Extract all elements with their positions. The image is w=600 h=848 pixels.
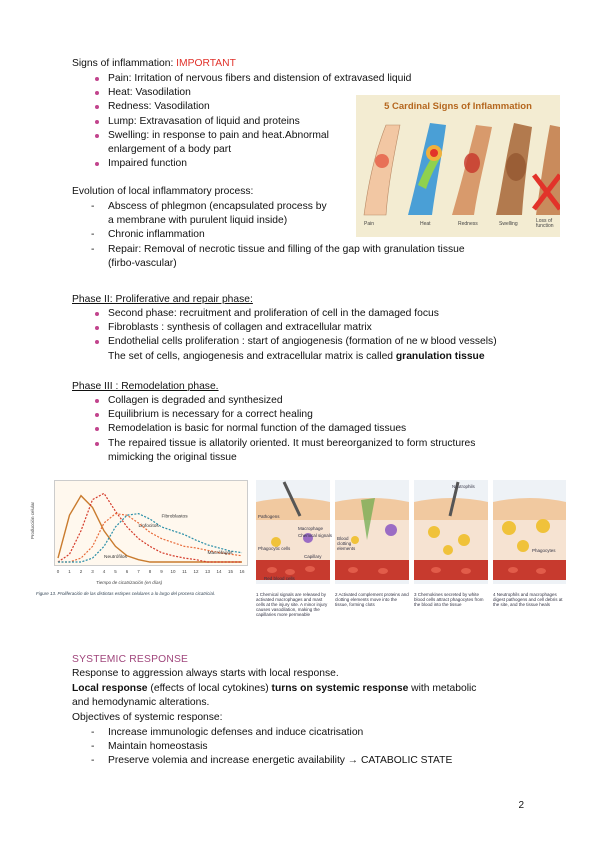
list-item: - Repair: Removal of necrotic tissue and filling of the gap with granulation tissue	[108, 243, 465, 257]
list-item: - Chronic inflammation	[108, 228, 465, 242]
stage-label-phagocytic: Phagocytic cells	[258, 546, 291, 551]
cardinal-label-pain: Pain	[364, 221, 375, 227]
cardinal-label-heat: Heat	[420, 221, 431, 227]
cardinal-label-swelling: Swelling	[499, 221, 518, 227]
chart-ylabel: Producción celular	[30, 501, 36, 540]
stage-caption-2: 2 Activated complement proteins and clotting elements move into the tissue, forming clots	[335, 592, 409, 607]
granulation-term: granulation tissue	[395, 351, 485, 362]
phase2-list	[108, 307, 497, 350]
series-label: Linfocitos	[138, 523, 159, 529]
systemic-line2: Local response (effects of local cytokines) turns on systemic response with metabolic	[72, 683, 477, 694]
list-item: Second phase: recruitment and proliferation of cell in the damaged focus	[108, 307, 497, 321]
stage-label-capillary: Capillary	[304, 554, 322, 559]
list-item: The repaired tissue is allatorily oriented. It must bereorganized to form structures	[108, 437, 475, 451]
list-item: Heat: Vasodilation	[108, 86, 411, 100]
list-item: a membrane with purulent liquid inside)	[108, 215, 288, 227]
inflammation-stages-figure	[256, 480, 566, 622]
list-item: Swelling: in response to pain and heat.Abnormal	[108, 129, 411, 143]
series-label: Macrófagos	[207, 551, 233, 557]
x-tick-label: 13	[204, 569, 211, 574]
phase3-heading: Phase III : Remodelation phase.	[72, 381, 219, 392]
x-tick-label: 3	[91, 569, 94, 574]
stage-label-neutrophils: Neutrophils	[452, 484, 475, 489]
list-item: Lump: Extravasation of liquid and proteins	[108, 115, 411, 129]
x-tick-label: 15	[227, 569, 234, 574]
stage-label-clotting: Blood clotting elements	[337, 536, 356, 551]
stage-label-chemical: Chemical signals	[298, 533, 333, 538]
phase3-list	[108, 394, 475, 465]
stage-label-phagocytes: Phagocytes	[532, 548, 556, 553]
x-tick-label: 6	[125, 569, 129, 574]
x-tick-label: 4	[102, 569, 106, 574]
phase2-heading: Phase II: Proliferative and repair phase:	[72, 294, 253, 305]
evolution-list	[108, 200, 465, 271]
stage-caption-4: 4 Neutrophils and macrophages digest pathogens and cell debris at the site, and the tissue heals	[493, 592, 563, 607]
chart-xlabel: Tiempo de cicatrización (en días)	[96, 580, 163, 585]
x-tick-label: 16	[239, 569, 245, 574]
x-tick-label: 14	[216, 569, 222, 574]
x-tick-label: 1	[68, 569, 71, 574]
list-item: Endothelial cells proliferation : start of angiogenesis (formation of ne w blood vessels)	[108, 335, 497, 349]
objectives-heading: Objectives of systemic response:	[72, 712, 223, 723]
x-tick-label: 7	[137, 569, 140, 574]
series-label: Neutrófilos	[104, 555, 127, 561]
x-tick-label: 9	[160, 569, 163, 574]
x-tick-label: 0	[56, 569, 60, 574]
chart-caption: Figure 13. Proliferación de las distintas estirpes celulares a lo largo del proceso cicatricial.	[36, 591, 216, 596]
stage-label-pathogens: Pathogens	[258, 514, 280, 519]
healing-chart	[30, 480, 248, 602]
x-tick-label: 10	[170, 569, 176, 574]
x-tick-label: 8	[148, 569, 152, 574]
list-item: - Preserve volemia and increase energetic availability → CATABOLIC STATE	[108, 754, 452, 768]
systemic-line3: and hemodynamic alterations.	[72, 697, 210, 708]
cardinal-figure-title: 5 Cardinal Signs of Inflammation	[384, 101, 532, 112]
evolution-heading: Evolution of local inflammatory process:	[72, 186, 254, 197]
list-item: Equilibrium is necessary for a correct healing	[108, 408, 475, 422]
granulation-note: The set of cells, angiogenesis and extracellular matrix is called granulation tissue	[108, 351, 485, 362]
list-item: enlargement of a body part	[108, 144, 232, 156]
list-item: - Abscess of phlegmon (encapsulated process by	[108, 200, 465, 214]
series-label: Fibroblastos	[161, 514, 188, 520]
cardinal-label-loss: Loss of function	[536, 218, 554, 229]
list-item: Fibroblasts : synthesis of collagen and extracellular matrix	[108, 321, 497, 335]
list-item: - Increase immunologic defenses and induce cicatrisation	[108, 726, 452, 740]
list-item: Impaired function	[108, 157, 411, 171]
stage-caption-3: 3 Chemokines secreted by white blood cells attract phagocytes from the blood into the tissue	[414, 592, 484, 607]
stage-label-macrophage: Macrophage	[298, 526, 324, 531]
signs-heading: Signs of inflammation: IMPORTANT	[72, 58, 236, 69]
systemic-line1: Response to aggression always starts with local response.	[72, 668, 339, 679]
systemic-heading: SYSTEMIC RESPONSE	[72, 654, 189, 665]
important-label: IMPORTANT	[176, 58, 236, 69]
list-item: Pain: Irritation of nervous fibers and distension of extravased liquid	[108, 72, 411, 86]
x-tick-label: 12	[193, 569, 199, 574]
list-item: mimicking the original tissue	[108, 451, 237, 463]
page-number: 2	[518, 800, 524, 811]
stage-caption-1: 1 Chemical signals are released by activated macrophages and mast cells at the injury site. A minor injury causes vasodilation, making the capillaries more permeable	[256, 592, 328, 617]
list-item: Redness: Vasodilation	[108, 100, 411, 114]
cardinal-label-redness: Redness	[458, 221, 478, 227]
objectives-list	[108, 726, 452, 769]
x-tick-label: 5	[114, 569, 117, 574]
list-item: - Maintain homeostasis	[108, 740, 452, 754]
x-tick-label: 2	[79, 569, 83, 574]
x-tick-label: 11	[182, 569, 187, 574]
stage-label-rbc: Red blood cells	[264, 576, 295, 581]
list-item: Collagen is degraded and synthesized	[108, 394, 475, 408]
chart-svg	[36, 480, 248, 590]
list-item: Remodelation is basic for normal function of the damaged tissues	[108, 422, 475, 436]
list-item: (firbo-vascular)	[108, 257, 177, 269]
